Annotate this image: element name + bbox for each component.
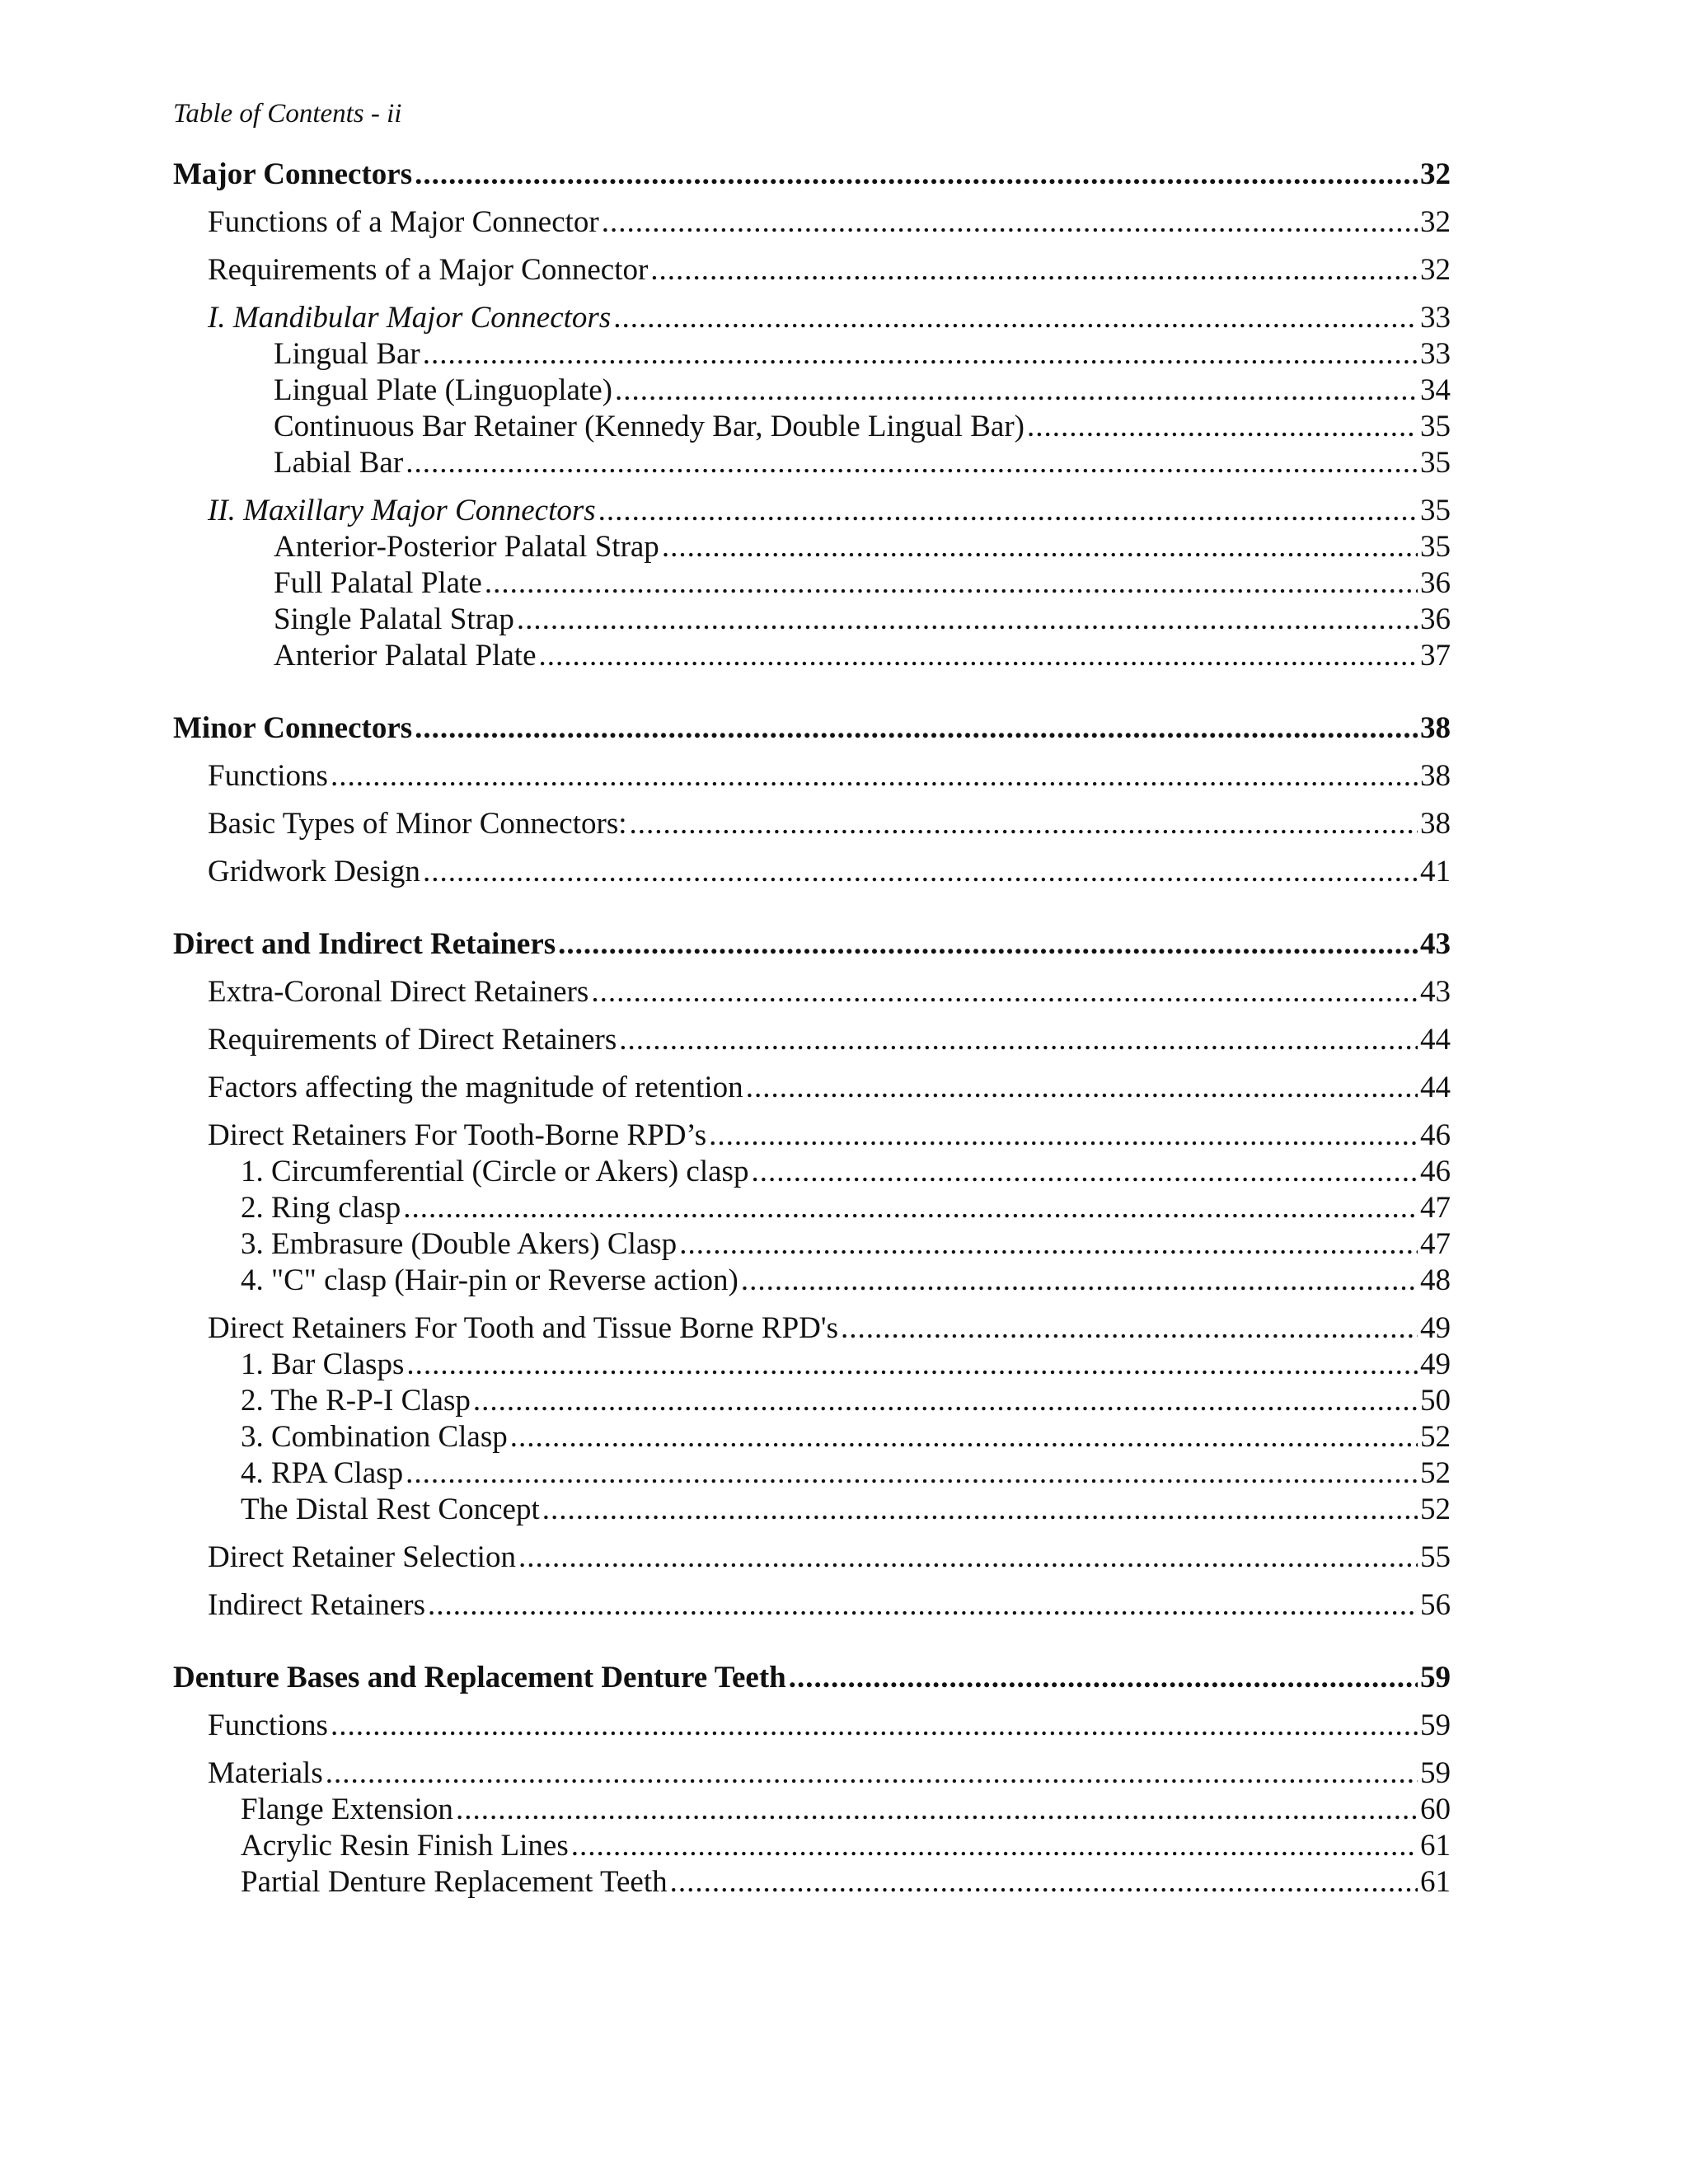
toc-entry-page-number: 43 <box>1420 927 1451 961</box>
toc-subentry[interactable] <box>173 1864 1451 1900</box>
dot-leader <box>630 806 1418 842</box>
spacer <box>173 963 1451 974</box>
dot-leader <box>415 710 1418 747</box>
dot-leader <box>841 1310 1418 1347</box>
toc-subentry[interactable] <box>173 1226 1451 1263</box>
spacer <box>173 747 1451 758</box>
dot-leader <box>598 493 1418 529</box>
table-of-contents <box>173 157 1451 1900</box>
dot-leader <box>619 1022 1418 1058</box>
toc-subentry[interactable] <box>173 1347 1451 1383</box>
toc-entry-label: Single Palatal Strap <box>274 602 514 636</box>
dot-leader <box>326 1755 1418 1792</box>
toc-subentry[interactable] <box>173 1792 1451 1828</box>
toc-entry-label: Full Palatal Plate <box>274 566 482 600</box>
spacer <box>173 890 1451 926</box>
toc-entry-page-number: 61 <box>1420 1865 1451 1899</box>
dot-leader <box>331 758 1418 794</box>
toc-entry-label: Requirements of a Major Connector <box>208 253 649 287</box>
dot-leader <box>423 854 1418 890</box>
toc-subentry[interactable] <box>173 1263 1451 1299</box>
toc-entry-page-number: 49 <box>1420 1311 1451 1345</box>
toc-entry[interactable] <box>173 204 1451 241</box>
dot-leader <box>1027 409 1418 445</box>
toc-entry[interactable] <box>173 1022 1451 1058</box>
toc-entry-label: Labial Bar <box>274 446 404 480</box>
toc-entry-label: Functions <box>208 759 328 793</box>
toc-entry-label: The Distal Rest Concept <box>241 1493 540 1526</box>
dot-leader <box>423 336 1418 373</box>
toc-section-heading[interactable] <box>173 710 1451 747</box>
toc-entry-label: Extra-Coronal Direct Retainers <box>208 975 589 1009</box>
toc-entry-page-number: 59 <box>1420 1708 1451 1742</box>
toc-entry-page-number: 44 <box>1420 1023 1451 1057</box>
dot-leader <box>615 373 1418 409</box>
spacer <box>173 1576 1451 1587</box>
toc-entry-page-number: 56 <box>1420 1588 1451 1622</box>
spacer <box>173 481 1451 493</box>
dot-leader <box>751 1154 1418 1190</box>
toc-entry[interactable] <box>173 1540 1451 1576</box>
toc-entry[interactable] <box>173 806 1451 842</box>
toc-entry-label: Partial Denture Replacement Teeth <box>241 1865 668 1899</box>
toc-entry-label: Anterior Palatal Plate <box>274 639 537 673</box>
toc-subentry[interactable] <box>173 445 1451 481</box>
toc-entry-page-number: 61 <box>1420 1829 1451 1863</box>
dot-leader <box>510 1419 1418 1455</box>
toc-entry-label: 4. "C" clasp (Hair-pin or Reverse action) <box>241 1263 738 1297</box>
toc-entry-page-number: 35 <box>1420 446 1451 480</box>
toc-entry-page-number: 55 <box>1420 1540 1451 1574</box>
dot-leader <box>539 638 1418 674</box>
toc-subentry[interactable] <box>173 1492 1451 1528</box>
toc-entry-page-number: 36 <box>1420 566 1451 600</box>
toc-entry-label: Direct and Indirect Retainers <box>173 927 556 961</box>
toc-entry-page-number: 37 <box>1420 639 1451 673</box>
toc-entry-label: Functions <box>208 1708 328 1742</box>
toc-entry-page-number: 43 <box>1420 975 1451 1009</box>
toc-entry[interactable] <box>173 758 1451 794</box>
toc-subentry[interactable] <box>173 1455 1451 1492</box>
toc-entry-page-number: 34 <box>1420 373 1451 407</box>
spacer <box>173 1696 1451 1708</box>
toc-entry[interactable] <box>173 1755 1451 1792</box>
toc-subentry[interactable] <box>173 1383 1451 1419</box>
spacer <box>173 1106 1451 1118</box>
toc-subentry[interactable] <box>173 409 1451 445</box>
toc-entry-page-number: 59 <box>1420 1661 1451 1694</box>
toc-entry-label: Anterior-Posterior Palatal Strap <box>274 530 659 564</box>
spacer <box>173 674 1451 710</box>
toc-entry-page-number: 49 <box>1420 1347 1451 1381</box>
toc-entry-label: Direct Retainers For Tooth-Borne RPD’s <box>208 1118 707 1152</box>
toc-entry-page-number: 32 <box>1420 157 1451 191</box>
toc-entry-label: Direct Retainer Selection <box>208 1540 516 1574</box>
toc-entry-label: Continuous Bar Retainer (Kennedy Bar, Double Lingual Bar) <box>274 410 1025 443</box>
toc-entry-page-number: 32 <box>1420 205 1451 239</box>
toc-entry-label: Lingual Bar <box>274 337 420 371</box>
toc-entry[interactable] <box>173 1708 1451 1744</box>
toc-entry-page-number: 41 <box>1420 855 1451 888</box>
toc-entry-page-number: 59 <box>1420 1756 1451 1790</box>
toc-entry-label: Factors affecting the magnitude of retention <box>208 1071 743 1104</box>
spacer <box>173 1058 1451 1070</box>
dot-leader <box>789 1660 1418 1696</box>
dot-leader <box>602 204 1418 241</box>
toc-entry-page-number: 32 <box>1420 253 1451 287</box>
toc-subentry[interactable] <box>173 1828 1451 1864</box>
dot-leader <box>485 565 1418 602</box>
toc-entry-page-number: 46 <box>1420 1118 1451 1152</box>
toc-subentry[interactable] <box>173 602 1451 638</box>
toc-entry-page-number: 60 <box>1420 1793 1451 1826</box>
dot-leader <box>558 926 1418 963</box>
toc-entry-page-number: 35 <box>1420 410 1451 443</box>
dot-leader <box>406 445 1418 481</box>
toc-entry-label: Minor Connectors <box>173 711 413 745</box>
toc-entry-page-number: 47 <box>1420 1191 1451 1225</box>
toc-section-heading[interactable] <box>173 926 1451 963</box>
dot-leader <box>403 1190 1418 1226</box>
toc-subentry[interactable] <box>173 1154 1451 1190</box>
toc-entry-page-number: 38 <box>1420 711 1451 745</box>
spacer <box>173 1528 1451 1540</box>
toc-entry-label: 4. RPA Clasp <box>241 1456 404 1490</box>
spacer <box>173 842 1451 854</box>
toc-entry-label: Major Connectors <box>173 157 413 191</box>
toc-subentry[interactable] <box>173 529 1451 565</box>
toc-subentry[interactable] <box>173 1419 1451 1455</box>
spacer <box>173 1744 1451 1755</box>
toc-subentry[interactable] <box>173 565 1451 602</box>
toc-entry-label: 1. Bar Clasps <box>241 1347 405 1381</box>
dot-leader <box>662 529 1418 565</box>
spacer <box>173 1299 1451 1310</box>
dot-leader <box>542 1492 1418 1528</box>
dot-leader <box>415 157 1418 193</box>
dot-leader <box>741 1263 1418 1299</box>
toc-entry-label: 3. Embrasure (Double Akers) Clasp <box>241 1227 678 1261</box>
dot-leader <box>746 1070 1418 1106</box>
toc-section-heading[interactable] <box>173 157 1451 193</box>
toc-entry-page-number: 52 <box>1420 1456 1451 1490</box>
toc-entry-label: 3. Combination Clasp <box>241 1420 508 1454</box>
spacer <box>173 1624 1451 1660</box>
spacer <box>173 241 1451 252</box>
toc-entry-label: Materials <box>208 1756 323 1790</box>
toc-entry-label: II. Maxillary Major Connectors <box>208 494 596 527</box>
dot-leader <box>613 300 1418 336</box>
toc-entry-label: Indirect Retainers <box>208 1588 426 1622</box>
toc-entry-page-number: 33 <box>1420 301 1451 335</box>
toc-subentry[interactable] <box>173 336 1451 373</box>
toc-entry-page-number: 52 <box>1420 1493 1451 1526</box>
toc-entry[interactable] <box>173 493 1451 529</box>
toc-entry-page-number: 36 <box>1420 602 1451 636</box>
dot-leader <box>518 1540 1418 1576</box>
toc-entry-label: Lingual Plate (Linguoplate) <box>274 373 612 407</box>
toc-entry[interactable] <box>173 854 1451 890</box>
dot-leader <box>709 1118 1418 1154</box>
dot-leader <box>670 1864 1418 1900</box>
toc-entry[interactable] <box>173 252 1451 288</box>
dot-leader <box>650 252 1418 288</box>
spacer <box>173 794 1451 806</box>
toc-entry-label: Requirements of Direct Retainers <box>208 1023 617 1057</box>
toc-entry-page-number: 48 <box>1420 1263 1451 1297</box>
toc-subentry[interactable] <box>173 1190 1451 1226</box>
toc-subentry[interactable] <box>173 638 1451 674</box>
toc-entry-page-number: 38 <box>1420 807 1451 841</box>
dot-leader <box>406 1455 1418 1492</box>
toc-entry-label: Functions of a Major Connector <box>208 205 599 239</box>
spacer <box>173 193 1451 204</box>
toc-entry-page-number: 44 <box>1420 1071 1451 1104</box>
dot-leader <box>517 602 1418 638</box>
toc-entry-page-number: 35 <box>1420 494 1451 527</box>
toc-entry-page-number: 52 <box>1420 1420 1451 1454</box>
toc-entry[interactable] <box>173 1118 1451 1154</box>
toc-entry-label: Flange Extension <box>241 1793 453 1826</box>
toc-entry-label: I. Mandibular Major Connectors <box>208 301 612 335</box>
toc-entry-label: Direct Retainers For Tooth and Tissue Borne RPD's <box>208 1311 838 1345</box>
dot-leader <box>571 1828 1418 1864</box>
toc-entry-page-number: 35 <box>1420 530 1451 564</box>
toc-entry-label: Acrylic Resin Finish Lines <box>241 1829 569 1863</box>
spacer <box>173 288 1451 300</box>
dot-leader <box>591 974 1418 1010</box>
toc-subentry[interactable] <box>173 373 1451 409</box>
toc-entry-page-number: 47 <box>1420 1227 1451 1261</box>
page-header: Table of Contents - ii <box>173 99 402 129</box>
toc-entry[interactable] <box>173 300 1451 336</box>
toc-entry-page-number: 38 <box>1420 759 1451 793</box>
dot-leader <box>406 1347 1418 1383</box>
dot-leader <box>428 1587 1418 1624</box>
toc-entry[interactable] <box>173 1587 1451 1624</box>
toc-entry-label: Denture Bases and Replacement Denture Teeth <box>173 1661 786 1694</box>
dot-leader <box>679 1226 1418 1263</box>
dot-leader <box>331 1708 1418 1744</box>
toc-entry-page-number: 46 <box>1420 1155 1451 1188</box>
toc-section-heading[interactable] <box>173 1660 1451 1696</box>
spacer <box>173 1010 1451 1022</box>
toc-entry[interactable] <box>173 1070 1451 1106</box>
toc-entry-label: 2. Ring clasp <box>241 1191 401 1225</box>
toc-entry-label: Basic Types of Minor Connectors: <box>208 807 627 841</box>
dot-leader <box>456 1792 1418 1828</box>
dot-leader <box>473 1383 1418 1419</box>
toc-entry-label: 1. Circumferential (Circle or Akers) clasp <box>241 1155 749 1188</box>
toc-entry[interactable] <box>173 1310 1451 1347</box>
toc-entry-label: Gridwork Design <box>208 855 420 888</box>
toc-entry[interactable] <box>173 974 1451 1010</box>
toc-entry-page-number: 33 <box>1420 337 1451 371</box>
toc-entry-page-number: 50 <box>1420 1384 1451 1418</box>
toc-entry-label: 2. The R-P-I Clasp <box>241 1384 471 1418</box>
